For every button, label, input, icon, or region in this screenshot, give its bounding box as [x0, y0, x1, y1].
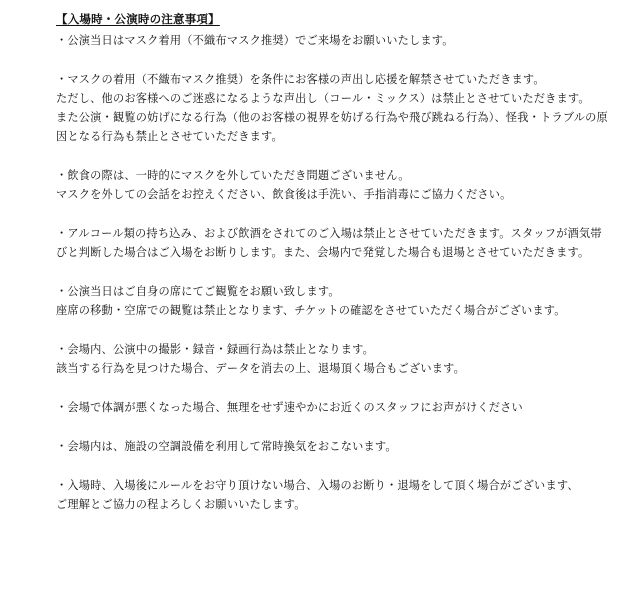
- notice-paragraph-cheering: [56, 70, 610, 146]
- notice-paragraph-ventilation: [56, 437, 610, 456]
- notice-line: 座席の移動・空席での観覧は禁止となります、チケットの確認をさせていただく場合がございます。: [56, 304, 566, 317]
- notice-line: また公演・観覧の妨げになる行為（他のお客様の視界を妨げる行為や飛び跳ねる行為）、怪我・トラブルの原: [56, 111, 608, 124]
- notice-line: ・公演当日はご自身の席にてご観覧をお願い致します。: [56, 285, 340, 298]
- notice-line: マスクを外しての会話をお控えください、飲食後は手洗い、手指消毒にご協力ください。: [56, 188, 512, 201]
- notice-line: ・会場で体調が悪くなった場合、無理をせず速やかにお近くのスタッフにお声がけください: [56, 401, 523, 414]
- notice-paragraph-eating: [56, 166, 610, 204]
- document-heading: 【入場時・公演時の注意事項】: [56, 12, 220, 26]
- notice-paragraph-health: [56, 398, 610, 417]
- notice-paragraph-rules: [56, 476, 610, 514]
- notice-line: ・入場時、入場後にルールをお守り頂けない場合、入場のお断り・退場をして頂く場合がございます、: [56, 479, 579, 492]
- notice-line: びと判断した場合はご入場をお断りします。また、会場内で発覚した場合も退場とさせていただきます。: [56, 246, 590, 259]
- notice-paragraph-alcohol: [56, 224, 610, 262]
- notice-paragraph-recording: [56, 340, 610, 378]
- notice-line: ・公演当日はマスク着用（不織布マスク推奨）でご来場をお願いいたします。: [56, 34, 454, 47]
- notice-line: 該当する行為を見つけた場合、データを消去の上、退場頂く場合もございます。: [56, 362, 466, 375]
- notice-line: ・会場内、公演中の撮影・録音・録画行為は禁止となります。: [56, 343, 374, 356]
- notice-paragraph-mask: [56, 31, 610, 50]
- notice-line: ただし、他のお客様へのご迷惑になるような声出し（コール・ミックス）は禁止とさせていただきます。: [56, 92, 590, 105]
- notice-line: ・マスクの着用（不織布マスク推奨）を条件にお客様の声出し応援を解禁させていただきます。: [56, 73, 545, 86]
- notice-line: ・飲食の際は、一時的にマスクを外していただき問題ございません。: [56, 169, 410, 182]
- notice-line: 因となる行為も禁止とさせていただきます。: [56, 130, 283, 143]
- notice-line: ・会場内は、施設の空調設備を利用して常時換気をおこないます。: [56, 440, 397, 453]
- notice-paragraph-seating: [56, 282, 610, 320]
- notice-line: ・アルコール類の持ち込み、および飲酒をされてのご入場は禁止とさせていただきます。スタッフが酒気帯: [56, 227, 602, 240]
- notice-line: ご理解とご協力の程よろしくお願いいたします。: [56, 498, 306, 511]
